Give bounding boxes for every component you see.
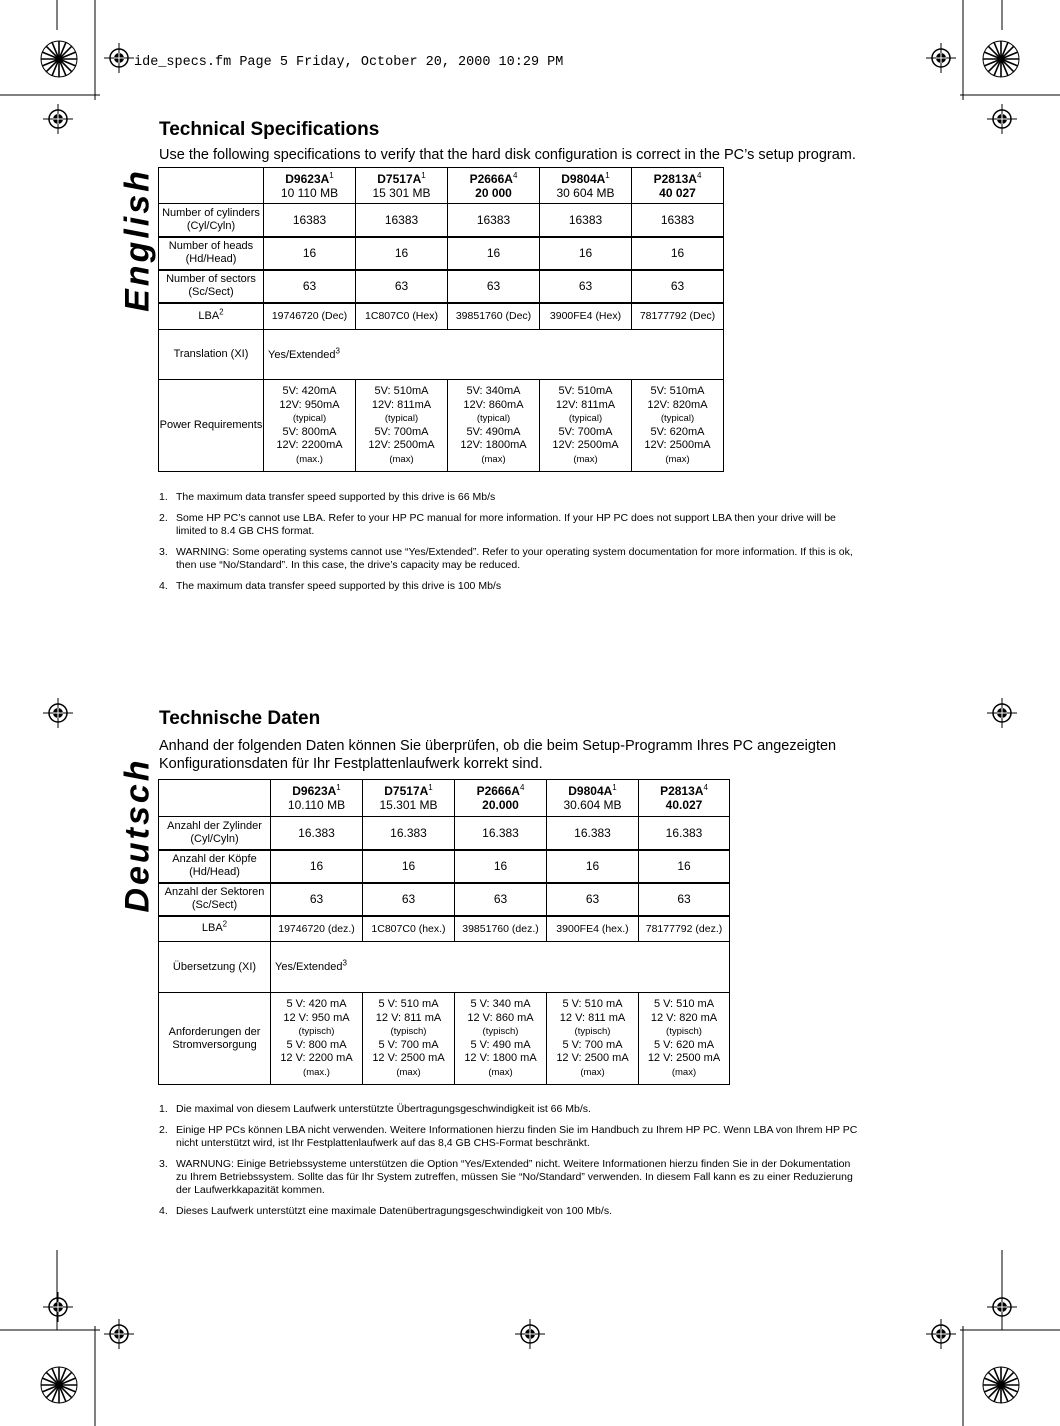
registration-mark-icon (43, 104, 73, 134)
model-column: $P2813A^4$ 40 027 (632, 168, 724, 204)
table-cell: 16 (639, 850, 730, 883)
footnote: 1. The maximum data transfer speed supported by this drive is 66 Mb/s (159, 491, 496, 503)
table-cell: 39851760 (Dec) (448, 303, 540, 330)
side-label-english: English (118, 168, 157, 312)
intro-text-english: Use the following specifications to verify that the hard disk configuration is correct in the PC’s setup program. (159, 147, 856, 163)
table-cell: 16 (363, 850, 455, 883)
table-cell: 3900FE4 (hex.) (547, 916, 639, 942)
model-column: $D9804A^1$ 30.604 MB (547, 780, 639, 817)
table-cell: Yes/Extended$^3$ (271, 942, 730, 993)
table-row-power (159, 993, 730, 1085)
row-header: Anzahl der Köpfe (Hd/Head) (159, 850, 271, 883)
row-header: Anzahl der Zylinder (Cyl/Cyln) (159, 817, 271, 850)
starburst-target-icon (981, 39, 1021, 79)
table-cell: 63 (547, 883, 639, 916)
model-column: $P2666A^4$ 20.000 (455, 780, 547, 817)
table-cell: 1C807C0 (Hex) (356, 303, 448, 330)
table-row-cylinders (159, 817, 730, 850)
table-cell: 63 (271, 883, 363, 916)
table-cell: 1C807C0 (hex.) (363, 916, 455, 942)
table-row-power (159, 380, 724, 472)
table-cell: 5V: 510mA 12V: 811mA (typical) 5V: 700mA 12V: 2500mA (max) (540, 380, 632, 472)
model-column: $P2666A^4$ 20 000 (448, 168, 540, 204)
footnote: 2. Some HP PC’s cannot use LBA. Refer to your HP PC manual for more information. If your HP PC does not support LBA then your drive will be limited to 8.4 GB CHS format. (159, 512, 836, 537)
spec-table-english (158, 167, 724, 472)
table-cell: 19746720 (Dec) (264, 303, 356, 330)
table-cell: 16 (271, 850, 363, 883)
table-cell: 16.383 (547, 817, 639, 850)
model-column: $D9804A^1$ 30 604 MB (540, 168, 632, 204)
table-cell: 16383 (632, 204, 724, 237)
table-cell: 16 (547, 850, 639, 883)
table-row-sectors (159, 883, 730, 916)
model-column: $P2813A^4$ 40.027 (639, 780, 730, 817)
table-cell: 16 (448, 237, 540, 270)
table-cell: 19746720 (dez.) (271, 916, 363, 942)
model-column: $D7517A^1$ 15 301 MB (356, 168, 448, 204)
footnote: 4. The maximum data transfer speed supported by this drive is 100 Mb/s (159, 580, 502, 592)
table-cell: 16 (455, 850, 547, 883)
starburst-target-icon (39, 39, 79, 79)
row-header: Number of heads (Hd/Head) (159, 237, 264, 270)
table-cell: 16 (540, 237, 632, 270)
footnotes-deutsch (159, 1103, 864, 1226)
table-cell: 16383 (356, 204, 448, 237)
table-row-heads (159, 237, 724, 270)
row-header: Übersetzung (XI) (159, 942, 271, 993)
table-cell: 16 (356, 237, 448, 270)
table-cell: 5 V: 510 mA 12 V: 811 mA (typisch) 5 V: 700 mA 12 V: 2500 mA (max) (363, 993, 455, 1085)
spec-table-deutsch (158, 779, 730, 1085)
table-cell: 16383 (264, 204, 356, 237)
table-row-sectors (159, 270, 724, 303)
row-header: LBA$^2$ (159, 916, 271, 942)
table-cell: 5 V: 510 mA 12 V: 811 mA (typisch) 5 V: 700 mA 12 V: 2500 mA (max) (547, 993, 639, 1085)
registration-mark-icon (926, 1319, 956, 1349)
page-title-deutsch: Technische Daten (159, 708, 321, 729)
table-row-lba (159, 916, 730, 942)
table-row-translation (159, 942, 730, 993)
registration-mark-icon (926, 43, 956, 73)
table-cell: 16383 (540, 204, 632, 237)
table-cell: 5V: 340mA 12V: 860mA (typical) 5V: 490mA 12V: 1800mA (max) (448, 380, 540, 472)
table-row-translation (159, 330, 724, 380)
table-cell: 16.383 (639, 817, 730, 850)
table-cell: Yes/Extended$^3$ (264, 330, 724, 380)
footnote: 4. Dieses Laufwerk unterstützt eine maximale Datenübertragungsgeschwindigkeit von 100 Mb/s. (159, 1205, 612, 1217)
table-cell: 16.383 (363, 817, 455, 850)
registration-mark-icon (987, 104, 1017, 134)
table-cell: 5V: 420mA 12V: 950mA (typical) 5V: 800mA 12V: 2200mA (max.) (264, 380, 356, 472)
table-cell: 63 (639, 883, 730, 916)
registration-mark-icon (43, 698, 73, 728)
row-header: Number of cylinders (Cyl/Cyln) (159, 204, 264, 237)
footnote: 3. WARNING: Some operating systems cannot use “Yes/Extended”. Refer to your operating system documentation for more information. If this is ok, then use “No/Standard”. In this case, the drive’s capacity may be reduced. (159, 546, 853, 571)
table-cell: 5 V: 420 mA 12 V: 950 mA (typisch) 5 V: 800 mA 12 V: 2200 mA (max.) (271, 993, 363, 1085)
table-cell: 63 (264, 270, 356, 303)
registration-mark-icon (987, 1292, 1017, 1322)
intro-text-deutsch: Anhand der folgenden Daten können Sie überprüfen, ob die beim Setup-Programm Ihres PC angezeigten Konfigurationsdaten für Ihr Festplattenlaufwerk korrekt sind. (159, 738, 837, 772)
file-header-line: ide_specs.fm Page 5 Friday, October 20, 2000 10:29 PM (134, 55, 564, 70)
corner-cell (159, 168, 264, 204)
registration-mark-icon (987, 698, 1017, 728)
registration-mark-icon (104, 1319, 134, 1349)
table-cell: 5V: 510mA 12V: 820mA (typical) 5V: 620mA 12V: 2500mA (max) (632, 380, 724, 472)
table-cell: 63 (632, 270, 724, 303)
starburst-target-icon (981, 1365, 1021, 1405)
table-cell: 5 V: 340 mA 12 V: 860 mA (typisch) 5 V: 490 mA 12 V: 1800 mA (max) (455, 993, 547, 1085)
table-cell: 3900FE4 (Hex) (540, 303, 632, 330)
table-cell: 16.383 (455, 817, 547, 850)
model-column: $D9623A^1$ 10 110 MB (264, 168, 356, 204)
table-row-heads (159, 850, 730, 883)
row-header: LBA$^2$ (159, 303, 264, 330)
page-title-english: Technical Specifications (159, 119, 380, 140)
row-header: Translation (XI) (159, 330, 264, 380)
registration-mark-icon (43, 1292, 73, 1322)
table-cell: 63 (448, 270, 540, 303)
footnote: 1. Die maximal von diesem Laufwerk unterstützte Übertragungsgeschwindigkeit ist 66 Mb/s. (159, 1103, 591, 1115)
table-header-row (159, 780, 730, 817)
table-cell: 5 V: 510 mA 12 V: 820 mA (typisch) 5 V: 620 mA 12 V: 2500 mA (max) (639, 993, 730, 1085)
table-header-row (159, 168, 724, 204)
table-row-cylinders (159, 204, 724, 237)
table-cell: 16383 (448, 204, 540, 237)
footnote: 3. WARNUNG: Einige Betriebssysteme unterstützen die Option “Yes/Extended” nicht. Weitere Informationen hierzu finden Sie in der Dokumentation zu Ihrem Betriebssystem. Sollte das für Ihr System zutreffen, müssen Sie “No/Standard” verwenden. In diesem Fall kann es zu einer Reduzierung der Laufwerkkapazität kommen. (159, 1158, 853, 1196)
table-cell: 63 (540, 270, 632, 303)
table-cell: 78177792 (Dec) (632, 303, 724, 330)
table-cell: 63 (455, 883, 547, 916)
table-cell: 39851760 (dez.) (455, 916, 547, 942)
row-header: Number of sectors (Sc/Sect) (159, 270, 264, 303)
footnote: 2. Einige HP PCs können LBA nicht verwenden. Weitere Informationen hierzu finden Sie im Handbuch zu Ihrem HP PC. Wenn LBA von Ihrem HP PC nicht unterstützt wird, ist Ihr Festplattenlaufwerk auf das 8,4 GB CHS-Format beschränkt. (159, 1124, 858, 1149)
table-cell: 16 (632, 237, 724, 270)
footnotes-english (159, 491, 864, 601)
table-cell: 78177792 (dez.) (639, 916, 730, 942)
starburst-target-icon (39, 1365, 79, 1405)
table-cell: 63 (356, 270, 448, 303)
table-cell: 16 (264, 237, 356, 270)
table-cell: 5V: 510mA 12V: 811mA (typical) 5V: 700mA 12V: 2500mA (max) (356, 380, 448, 472)
table-row-lba (159, 303, 724, 330)
registration-mark-icon (515, 1319, 545, 1349)
table-cell: 16.383 (271, 817, 363, 850)
side-label-deutsch: Deutsch (118, 757, 157, 913)
registration-mark-icon (104, 43, 134, 73)
row-header: Power Requirements (159, 380, 264, 472)
model-column: $D7517A^1$ 15.301 MB (363, 780, 455, 817)
row-header: Anzahl der Sektoren (Sc/Sect) (159, 883, 271, 916)
table-cell: 63 (363, 883, 455, 916)
model-column: $D9623A^1$ 10.110 MB (271, 780, 363, 817)
corner-cell (159, 780, 271, 817)
row-header: Anforderungen der Stromversorgung (159, 993, 271, 1085)
